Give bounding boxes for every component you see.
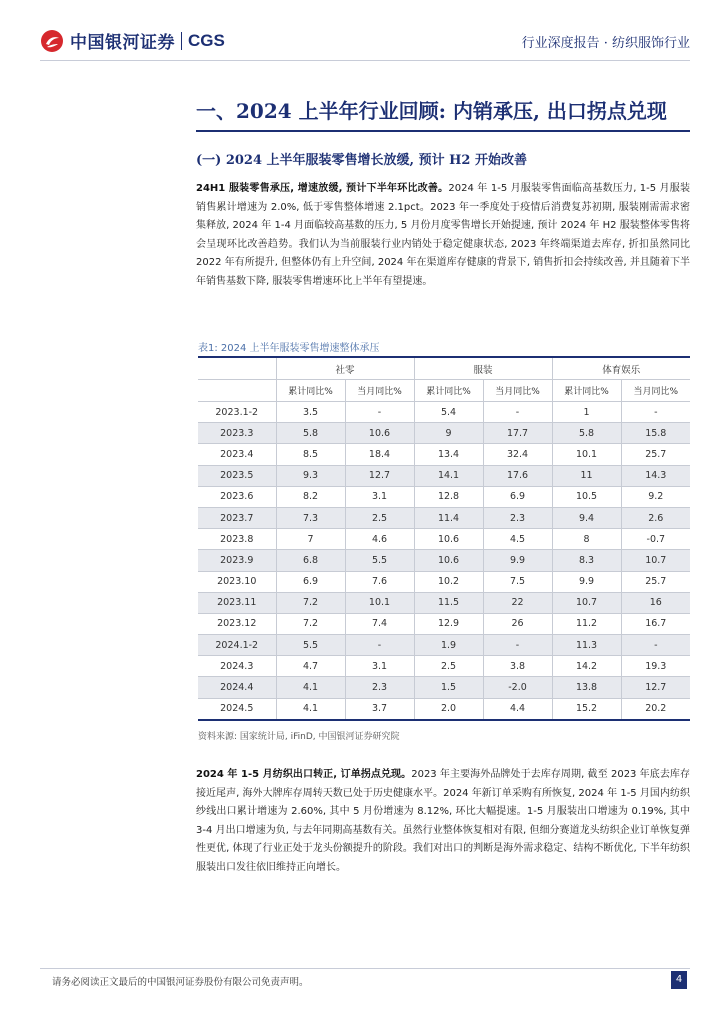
table-cell-value: 10.5 [552,486,621,507]
table-cell-value: 10.6 [345,423,414,444]
section-title: 一、2024 上半年行业回顾: 内销承压, 出口拐点兑现 [196,99,667,123]
table-row [198,613,690,634]
table-cell-value: 9.4 [552,507,621,528]
table-cell-value: - [621,635,690,656]
table-cell-period: 2023.5 [198,465,276,486]
table-cell-value: 14.3 [621,465,690,486]
sub-header: 累计同比% [552,380,621,402]
table-cell-value: 5.5 [345,550,414,571]
table-cell-period: 2023.3 [198,423,276,444]
table-cell-value: 17.7 [483,423,552,444]
table-corner-sub [198,380,276,402]
table-cell-value: - [483,635,552,656]
table-cell-period: 2024.4 [198,677,276,698]
table-row [198,529,690,550]
table-cell-value: 4.4 [483,698,552,720]
table-cell-value: 1.5 [414,677,483,698]
table-cell-value: 11.4 [414,507,483,528]
table-cell-period: 2023.7 [198,507,276,528]
report-type-title: 行业深度报告 · 纺织服饰行业 [521,36,690,51]
table-cell-value: 7.2 [276,613,345,634]
table-cell-value: 5.5 [276,635,345,656]
table-row [198,635,690,656]
table-cell-value: 9.2 [621,486,690,507]
table-cell-value: 8 [552,529,621,550]
table-cell-period: 2023.12 [198,613,276,634]
sub-header: 当月同比% [345,380,414,402]
table-cell-value: 5.8 [552,423,621,444]
table-cell-value: 3.8 [483,656,552,677]
table-cell-period: 2023.11 [198,592,276,613]
table-cell-value: 15.2 [552,698,621,720]
table-cell-value: -2.0 [483,677,552,698]
sub-header: 累计同比% [414,380,483,402]
table-cell-value: 2.5 [345,507,414,528]
table-sub-header [198,380,690,402]
table-cell-value: 7.6 [345,571,414,592]
table-cell-value: 26 [483,613,552,634]
table-row [198,550,690,571]
table-cell-value: 2.3 [483,507,552,528]
table-cell-value: 3.1 [345,486,414,507]
table-cell-value: 15.8 [621,423,690,444]
table-row [198,698,690,720]
table-cell-value: 25.7 [621,571,690,592]
brand-logo [40,28,225,53]
section-title-underline [196,130,690,132]
table-cell-value: 5.8 [276,423,345,444]
table-cell-value: - [345,402,414,423]
table-cell-value: 18.4 [345,444,414,465]
table-group-header [198,357,690,380]
table-cell-value: 14.2 [552,656,621,677]
table-cell-value: 3.7 [345,698,414,720]
table-row [198,677,690,698]
table-cell-value: 8.5 [276,444,345,465]
retail-growth-table [198,356,690,721]
table-cell-value: 22 [483,592,552,613]
table-row [198,507,690,528]
table-cell-value: 4.1 [276,698,345,720]
table-cell-value: 10.7 [621,550,690,571]
table-cell-value: -0.7 [621,529,690,550]
paragraph-export-lead: 2024 年 1-5 月纺织出口转正, 订单拐点兑现。 [196,769,412,780]
table-cell-period: 2023.8 [198,529,276,550]
table-cell-period: 2023.1-2 [198,402,276,423]
table-cell-value: 17.6 [483,465,552,486]
brand-separator [181,32,182,50]
table-row [198,444,690,465]
table-cell-value: 2.6 [621,507,690,528]
page-header [40,24,690,58]
table-cell-value: 13.8 [552,677,621,698]
brand-name-cn: 中国银河证券 [70,33,175,53]
table-cell-value: 20.2 [621,698,690,720]
group-header-retail: 社零 [276,357,414,380]
table-cell-value: 7.4 [345,613,414,634]
table-cell-value: 14.1 [414,465,483,486]
table-cell-value: 10.6 [414,529,483,550]
table-cell-value: 19.3 [621,656,690,677]
table-row [198,486,690,507]
table-cell-value: 12.8 [414,486,483,507]
table-cell-value: 6.8 [276,550,345,571]
table-cell-value: 1.9 [414,635,483,656]
table-cell-value: 10.1 [345,592,414,613]
table-cell-value: 7.5 [483,571,552,592]
table-cell-period: 2023.10 [198,571,276,592]
paragraph-export-body: 2023 年主要海外品牌处于去库存周期, 截至 2023 年底去库存接近尾声, 海外大牌库存周转天数已处于历史健康水平。2024 年新订单采购有所恢复, 2024 年 1-5 月国内纺织纱线出口累计增速为 2.60%, 其中 5 月份增速为 8.12%, 环比大幅提速。1-5 月服装出口增速为 0.19%, 其中 3-4 月出口增速为负, 与去年同期高基数有关。虽然行业整体恢复相对有限, 但细分赛道龙头纺织企业订单恢复弹性更优, 体现了行业正处于龙头份额提升的阶段。我们对出口的判断是海外需求稳定、结构不断优化, 下半年纺织服装出口发往依旧维持正向增长。 [196,769,691,873]
table-row [198,423,690,444]
table-cell-period: 2024.5 [198,698,276,720]
footer-disclaimer: 请务必阅读正文最后的中国银河证券股份有限公司免责声明。 [52,977,309,988]
table-cell-value: 4.6 [345,529,414,550]
table-cell-value: 25.7 [621,444,690,465]
table-cell-value: 16 [621,592,690,613]
group-header-apparel: 服装 [414,357,552,380]
table-cell-value: 9.9 [483,550,552,571]
paragraph-retail-lead: 24H1 服装零售承压, 增速放缓, 预计下半年环比改善。 [196,183,449,194]
table-cell-value: 4.5 [483,529,552,550]
table-corner [198,357,276,380]
cgs-logo-icon [40,29,64,53]
table-cell-value: 4.1 [276,677,345,698]
table-cell-value: 6.9 [276,571,345,592]
table-cell-value: 6.9 [483,486,552,507]
table-caption: 表1: 2024 上半年服装零售增速整体承压 [198,343,380,354]
sub-header: 当月同比% [621,380,690,402]
table-cell-value: 5.4 [414,402,483,423]
table-cell-value: 12.9 [414,613,483,634]
table-cell-value: 11 [552,465,621,486]
table-cell-value: 13.4 [414,444,483,465]
table-cell-value: 1 [552,402,621,423]
table-cell-value: 2.5 [414,656,483,677]
table-row [198,571,690,592]
table-cell-value: 10.2 [414,571,483,592]
table-cell-value: 12.7 [621,677,690,698]
table-row [198,656,690,677]
paragraph-retail [196,180,690,291]
table-cell-value: 16.7 [621,613,690,634]
table-row [198,402,690,423]
table-source: 资料来源: 国家统计局, iFinD, 中国银河证券研究院 [198,732,400,742]
table-cell-value: 11.5 [414,592,483,613]
table-cell-value: 4.7 [276,656,345,677]
header-divider [40,60,690,61]
table-cell-value: 2.3 [345,677,414,698]
table-cell-value: 8.3 [552,550,621,571]
table-cell-value: - [483,402,552,423]
table-cell-value: 7 [276,529,345,550]
sub-header: 累计同比% [276,380,345,402]
footer-divider [40,968,690,969]
table-cell-period: 2023.4 [198,444,276,465]
table-cell-value: 32.4 [483,444,552,465]
table-cell-value: 11.2 [552,613,621,634]
paragraph-retail-body: 2024 年 1-5 月服装零售面临高基数压力, 1-5 月服装销售累计增速为 2.0%, 低于零售整体增速 2.1pct。2023 年一季度处于疫情后消费复苏初期, 服装刚需需求密集释放, 2024 年 1-4 月面临较高基数的压力, 5 月份月度零售增长开始提速, 预计 2024 年 H2 服装整体零售将会呈现环比改善趋势。我们认为当前服装行业内销处于稳定健康状态, 2023 年终端渠道去库存, 折扣虽然同比 2022 年有所提升, 但整体仍有上升空间, 2024 年在渠道库存健康的背景下, 销售折扣会持续改善, 并且随着下半年销售基数下降, 服装零售增速环比上半年有望提速。 [196,183,690,287]
subsection-title: (一) 2024 上半年服装零售增长放缓, 预计 H2 开始改善 [196,153,527,168]
table-row [198,465,690,486]
table-cell-value: 9 [414,423,483,444]
table-cell-value: 9.3 [276,465,345,486]
table-cell-value: - [345,635,414,656]
table-cell-value: 10.7 [552,592,621,613]
table-cell-period: 2023.9 [198,550,276,571]
table-cell-value: 7.3 [276,507,345,528]
table-cell-value: 7.2 [276,592,345,613]
page-number: 4 [671,971,687,989]
table-cell-value: 3.1 [345,656,414,677]
table-cell-value: - [621,402,690,423]
table-cell-period: 2023.6 [198,486,276,507]
group-header-sports: 体育娱乐 [552,357,690,380]
table-cell-value: 2.0 [414,698,483,720]
sub-header: 当月同比% [483,380,552,402]
table-cell-value: 3.5 [276,402,345,423]
table-row [198,592,690,613]
table-cell-value: 9.9 [552,571,621,592]
brand-name-en: CGS [188,30,225,50]
table-cell-period: 2024.3 [198,656,276,677]
table-cell-value: 10.1 [552,444,621,465]
table-cell-value: 12.7 [345,465,414,486]
table-cell-value: 11.3 [552,635,621,656]
paragraph-export [196,766,690,877]
table-cell-value: 8.2 [276,486,345,507]
table-cell-value: 10.6 [414,550,483,571]
table-cell-period: 2024.1-2 [198,635,276,656]
